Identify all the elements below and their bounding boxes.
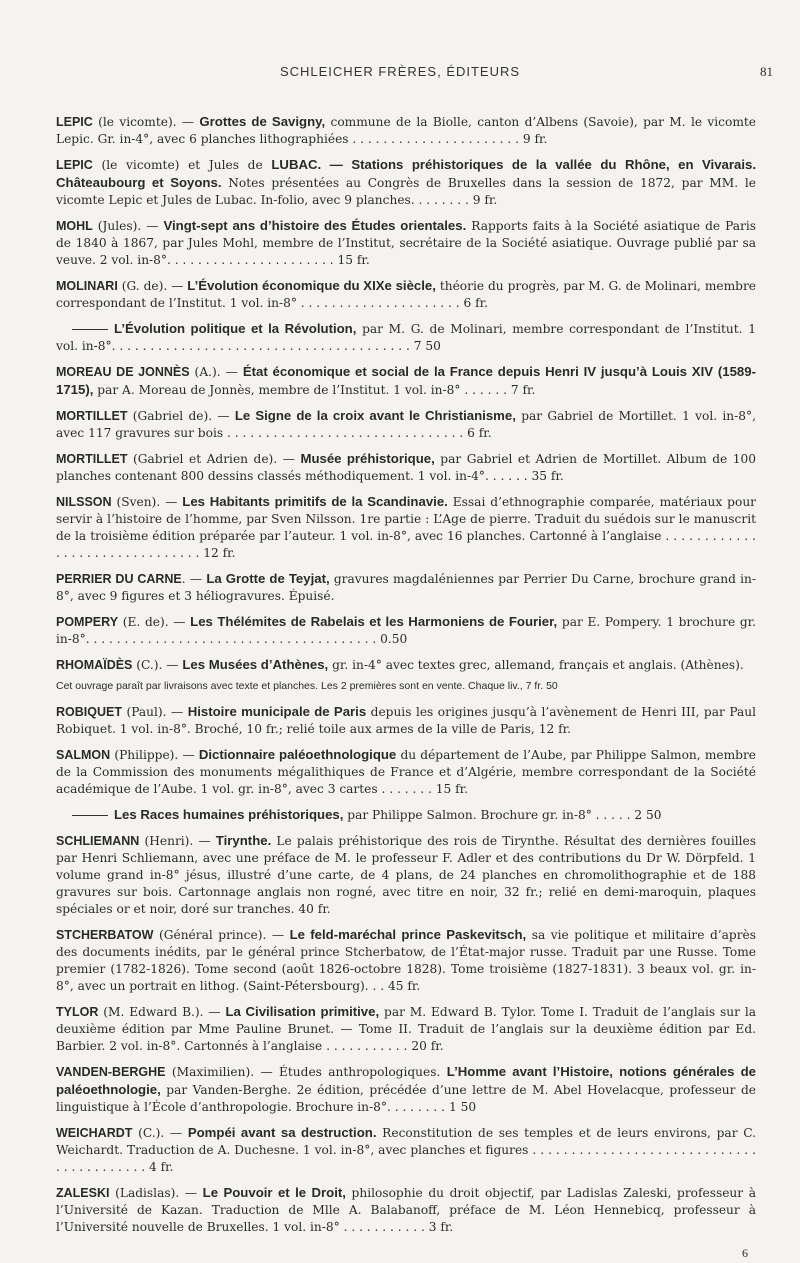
entry-qualifier: (Maximilien). — Études anthropologiques. — [165, 1065, 447, 1079]
catalogue-entry — [56, 1124, 756, 1176]
entry-description: Rapports faits à la Société asiatique de Paris de 1840 à 1867, par Jules Mohl, membre de l’Institut, secrétaire de la Société asiatique. Ouvrage publié par sa veuve. 2 vol. in-8°. . . . . . . . . . . . . . . . . . . . . . — [56, 219, 757, 267]
entry-price: 0.50 — [380, 632, 408, 646]
catalogue-entry — [56, 407, 756, 442]
catalogue-entry — [56, 832, 756, 918]
entry-author: POMPERY — [56, 615, 119, 629]
entry-description: par A. Moreau de Jonnès, membre de l’Institut. 1 vol. in-8° . . . . . . — [93, 383, 511, 397]
entry-qualifier: (Sven). — — [111, 495, 183, 509]
entry-description: par Vanden-Berghe. 2e édition, précédée d’une lettre de M. Abel Hovelacque, professeur de linguistique à l’École d’anthropologie. Brochure in-8°. . . . . . . . — [56, 1083, 756, 1114]
entry-title: Le Signe de la croix avant le Christianisme, — [234, 408, 516, 423]
entry-description: par Gabriel et Adrien de Mortillet. Album de 100 planches contenant 800 dessins classés méthodiquement. 1 vol. in-4°. . . . . . — [56, 452, 757, 483]
entry-price: 35 fr. — [531, 469, 564, 483]
entry-author: MORTILLET — [56, 452, 128, 466]
entry-author: VANDEN-BERGHE — [56, 1065, 166, 1079]
catalogue-entries — [56, 113, 756, 1244]
signature-mark: 6 — [742, 1246, 748, 1260]
catalogue-entry — [56, 493, 756, 562]
entry-price: 9 fr. — [472, 193, 498, 207]
entry-description: Essai d’ethnographie comparée, matériaux pour servir à l’histoire de l’homme, par Sven Nilsson. 1re partie : L’Age de pierre. Traduit du suédois sur le manuscrit de la troisième édition préparée par l’auteur. 1 vol. in-8°, avec 16 planches. Cartonné à l’anglaise . . . . . . . . . . . . . . . . . . . . . . . . . . . . . . . — [56, 495, 756, 560]
entry-title: La Grotte de Teyjat, — [206, 571, 330, 586]
entry-qualifier: (Paul). — — [121, 705, 188, 719]
entry-qualifier: (Philippe). — — [110, 748, 199, 762]
entry-description: par Gabriel de Mortillet. 1 vol. in-8°, avec 117 gravures sur bois . . . . . . . . . . . . . . . . . . . . . . . . . . . . . . . — [56, 409, 756, 440]
entry-description: Le palais préhistorique des rois de Tirynthe. Résultat des dernières fouilles par Henri Schliemann, avec une préface de M. le professeur F. Adler et des contributions du Dr W. Dörpfeld. 1 volume grand in-8° jésus, illustré d’une carte, de 4 plans, de 24 planches en chromolithographie et de 188 gravures sur bois. Cartonnage anglais non rogné, avec titre en noir, 32 fr.; relié en demi-maroquin, plaques spéciales or et noir, doré sur tranches. — [56, 834, 756, 916]
entry-author: WEICHARDT — [56, 1126, 133, 1140]
catalogue-entry — [56, 217, 756, 269]
entry-title: Dictionnaire paléoethnologique — [198, 747, 397, 762]
entry-author: TYLOR — [56, 1005, 99, 1019]
entry-title: Les Thélémites de Rabelais et les Harmoniens de Fourier, — [190, 614, 558, 629]
entry-description: Reconstitution de ses temples et de leurs environs, par C. Weichardt. Traduction de A. Duchesne. 1 vol. in-8°, avec planches et figures . . . . . . . . . . . . . . . . . . . . . . . . . . . . . . . . . . . . . . . . . — [56, 1126, 756, 1174]
entry-qualifier: (le vicomte) et Jules de — [92, 158, 272, 172]
entry-title: Les Musées d’Athènes, — [182, 657, 329, 672]
entry-title: Histoire municipale de Paris — [187, 704, 367, 719]
entry-author: ZALESKI — [56, 1186, 110, 1200]
catalogue-entry — [56, 1003, 756, 1055]
entry-price: 12 fr. — [538, 722, 571, 736]
entry-author: LEPIC — [56, 115, 93, 129]
entry-description: philosophie du droit objectif, par Ladislas Zaleski, professeur à l’Université de Kazan. Traduction de Mlle A. Balabanoff, préface de M. Léon Hennebicq, professeur à l’Université nouvelle de Bruxelles. 1 vol. in-8° . . . . . . . . . . . — [56, 1186, 756, 1234]
entry-description: par Philippe Salmon. Brochure gr. in-8° . . . . . — [343, 808, 635, 822]
entry-price: 2 50 — [634, 808, 662, 822]
entry-author: SALMON — [56, 748, 111, 762]
entry-price: 4 fr. — [148, 1160, 174, 1174]
entry-price: 7 50 — [413, 339, 441, 353]
entry-title: Les Races humaines préhistoriques, — [114, 807, 344, 822]
entry-author: ROBIQUET — [56, 705, 122, 719]
entry-price: 20 fr. — [411, 1039, 444, 1053]
entry-qualifier: (Général prince). — — [153, 928, 290, 942]
entry-description: du département de l’Aube, par Philippe Salmon, membre de la Commission des monuments mégalithiques de France et d’Algérie, membre correspondant de la Société académique de l’Aube. 1 vol. gr. in-8°, avec 3 cartes . . . . . . . — [56, 748, 756, 796]
entry-title: L’Évolution économique du XIXe siècle, — [187, 278, 436, 293]
entry-title: L’Évolution politique et la Révolution, — [114, 321, 357, 336]
entry-qualifier: (Ladislas). — — [109, 1186, 203, 1200]
entry-qualifier: (C.). — — [132, 658, 183, 672]
entry-author: RHOMAÏDÈS — [56, 658, 133, 672]
entry-title: LUBAC. — Stations préhistoriques de la vallée du Rhône, en Vivarais. Châteaubourg et Soyons. — [56, 157, 756, 190]
catalogue-entry — [56, 363, 756, 399]
entry-price: 3 fr. — [428, 1220, 454, 1234]
entry-price: 12 fr. — [203, 546, 236, 560]
catalogue-entry — [56, 320, 756, 355]
catalogue-entry — [56, 1063, 756, 1116]
entry-price: 15 fr. — [435, 782, 468, 796]
entry-qualifier: . — — [181, 572, 207, 586]
catalogue-entry — [56, 656, 756, 674]
entry-description: par M. G. de Molinari, membre correspondant de l’Institut. 1 vol. in-8°. . . . . . . . . . . . . . . . . . . . . . . . . . . . . . . . . . . . . . . — [56, 322, 756, 353]
entry-author: MORTILLET — [56, 409, 128, 423]
catalogue-entry — [56, 806, 756, 824]
entry-author: SCHLIEMANN — [56, 834, 140, 848]
entry-author: MOREAU DE JONNÈS — [56, 365, 190, 379]
entry-qualifier: (Henri). — — [139, 834, 216, 848]
entry-title: Le feld-maréchal prince Paskevitsch, — [289, 927, 527, 942]
entry-price: 6 fr. — [467, 426, 492, 440]
entry-price: 1 50 — [448, 1100, 477, 1114]
entry-description: sa vie politique et militaire d’après des documents inédits, par le général prince Stcherbatow, de l’État-major russe. Traduit par une Russe. Tome premier (1782-1826). Tome second (août 1826-octobre 1828). Tome troisième (1827-1831). 3 beaux vol. gr. in-8°, avec un portrait en lithog. (Saint-Pétersbourg). . . — [56, 928, 756, 993]
entry-description: par M. Edward B. Tylor. Tome I. Traduit de l’anglais sur la deuxième édition par Mme Pauline Brunet. — Tome II. Traduit de l’anglais sur la deuxième édition par Ed. Barbier. 2 vol. in-8°. Cartonnés à l’anglaise . . . . . . . . . . . — [56, 1005, 756, 1053]
entry-price: 40 fr. — [298, 902, 331, 916]
entry-author: LEPIC — [56, 158, 93, 172]
catalogue-entry — [56, 156, 756, 209]
catalogue-entry — [56, 746, 756, 798]
catalogue-entry — [56, 613, 756, 648]
entry-qualifier: (G. de). — — [117, 279, 188, 293]
entry-price: 9 fr. — [522, 132, 548, 146]
catalogue-entry — [56, 570, 756, 605]
entry-description: par E. Pompery. 1 brochure gr. in-8°. . . . . . . . . . . . . . . . . . . . . . . . . . . . . . . . . . . . . . — [56, 615, 756, 646]
entry-author: STCHERBATOW — [56, 928, 154, 942]
page-number: 81 — [760, 64, 773, 79]
entry-title: État économique et social de la France depuis Henri IV jusqu’à Louis XIV (1589-1715), — [56, 364, 756, 397]
entry-description: commune de la Biolle, canton d’Albens (Savoie), par M. le vicomte Lepic. Gr. in-4°, avec 6 planches lithographiées . . . . . . . . . . . . . . . . . . . . . . — [56, 115, 757, 146]
entry-qualifier: (Jules). — — [92, 219, 164, 233]
catalogue-entry — [56, 450, 756, 485]
catalogue-entry — [56, 703, 756, 738]
entry-title: Grottes de Savigny, — [199, 114, 326, 129]
entry-author: MOLINARI — [56, 279, 118, 293]
entry-qualifier: (E. de). — — [118, 615, 191, 629]
running-head: SCHLEICHER FRÈRES, ÉDITEURS — [279, 64, 521, 79]
entry-title: Tirynthe. — [215, 833, 272, 848]
entry-title: La Civilisation primitive, — [225, 1004, 380, 1019]
entry-qualifier: (C.). — — [132, 1126, 188, 1140]
entry-qualifier: (le vicomte). — — [92, 115, 200, 129]
entry-qualifier: (A.). — — [189, 365, 243, 379]
ditto-dash — [72, 815, 108, 816]
entry-title: Le Pouvoir et le Droit, — [202, 1185, 346, 1200]
entry-qualifier: (Gabriel et Adrien de). — — [127, 452, 301, 466]
entry-price: 45 fr. — [388, 979, 421, 993]
entry-description: depuis les origines jusqu’à l’avènement de Henri III, par Paul Robiquet. 1 vol. in-8°. Broché, 10 fr.; relié toile aux armes de la ville de Paris, — [56, 705, 756, 736]
entry-author: NILSSON — [56, 495, 112, 509]
entry-title: Les Habitants primitifs de la Scandinavie. — [182, 494, 448, 509]
entry-author: MOHL — [56, 219, 93, 233]
entry-title: Pompéi avant sa destruction. — [187, 1125, 377, 1140]
entry-note: Cet ouvrage paraît par livraisons avec texte et planches. Les 2 premières sont en vente. Chaque liv., 7 fr. 50 — [56, 680, 558, 692]
entry-description: gr. in-4° avec textes grec, allemand, français et anglais. (Athènes). — [328, 658, 744, 672]
entry-title: L’Homme avant l’Histoire, notions générales de paléoethnologie, — [56, 1064, 757, 1097]
catalogue-entry — [56, 113, 756, 148]
entry-qualifier: (M. Edward B.). — — [98, 1005, 226, 1019]
entry-description: théorie du progrès, par M. G. de Molinari, membre correspondant de l’Institut. 1 vol. in-8° . . . . . . . . . . . . . . . . . . . . . — [56, 279, 756, 310]
entry-price: 6 fr. — [463, 296, 489, 310]
entry-description: gravures magdaléniennes par Perrier Du Carne, brochure grand in-8°, avec 9 figures et 3 héliogravures. Épuisé. — [56, 572, 756, 603]
entry-qualifier: (Gabriel de). — — [127, 409, 235, 423]
entry-price: 7 fr. — [510, 383, 536, 397]
entry-description: Notes présentées au Congrès de Bruxelles dans la session de 1872, par MM. le vicomte Lepic et Jules de Lubac. In-folio, avec 9 planches. . . . . . . . — [56, 176, 756, 207]
ditto-dash — [72, 329, 108, 330]
entry-author: PERRIER DU CARNE — [56, 572, 182, 586]
catalogue-entry — [56, 926, 756, 995]
entry-title: Musée préhistorique, — [300, 451, 435, 466]
catalogue-entry — [56, 1184, 756, 1236]
entry-title: Vingt-sept ans d’histoire des Études orientales. — [163, 218, 467, 233]
catalogue-entry — [56, 277, 756, 312]
entry-price: 15 fr. — [337, 253, 370, 267]
